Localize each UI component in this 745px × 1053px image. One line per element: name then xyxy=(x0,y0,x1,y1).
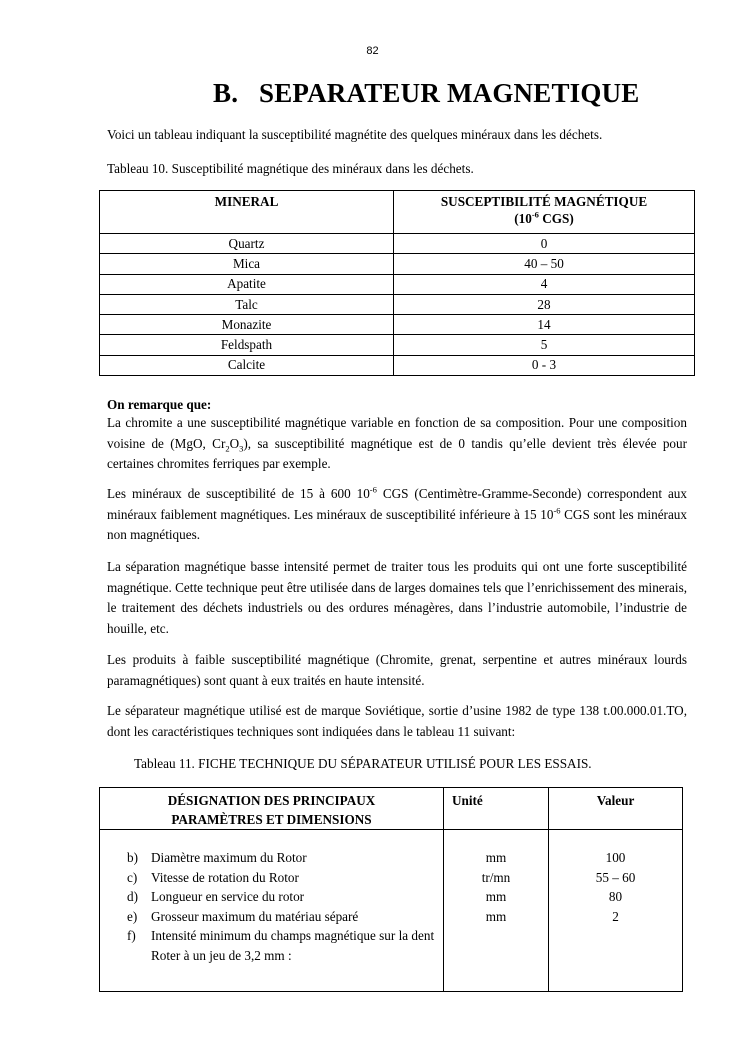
remark-subscript-1: 2 xyxy=(225,443,230,454)
list-item-text: Vitesse de rotation du Rotor xyxy=(151,869,299,885)
table-row xyxy=(100,274,695,294)
list-item-text: Intensité minimum du champs magnétique sur la dent xyxy=(151,928,435,943)
table-technical-sheet xyxy=(99,787,683,992)
list-item xyxy=(127,887,443,907)
header-susceptibility-line1: SUSCEPTIBILITÉ MAGNÉTIQUE xyxy=(440,194,648,209)
unit-value: mm xyxy=(485,889,507,904)
table-row xyxy=(100,294,695,314)
list-item-label: b) xyxy=(127,850,138,865)
table11-caption: Tableau 11. FICHE TECHNIQUE DU SÉPARATEUR UTILISÉ POUR LES ESSAIS. xyxy=(134,756,592,771)
designation-cell xyxy=(100,830,444,992)
remark-paragraph xyxy=(107,413,687,475)
table-row xyxy=(100,335,695,355)
mineral-cell: Quartz xyxy=(100,234,394,254)
parameter-list xyxy=(100,848,443,965)
remark-heading: On remarque que: xyxy=(107,397,212,412)
list-item-label: f) xyxy=(127,928,136,943)
list-item xyxy=(127,907,443,927)
mineral-cell: Mica xyxy=(100,254,394,274)
value-cell: 40 – 50 xyxy=(394,254,695,274)
param-value: 100 xyxy=(605,850,626,865)
header-susceptibility xyxy=(394,191,695,234)
remark-text-b: O xyxy=(229,435,240,451)
header-unit-open: (10 xyxy=(514,211,532,226)
unit-value: mm xyxy=(485,850,507,865)
section-title xyxy=(213,78,640,109)
value-cell: 0 xyxy=(394,234,695,254)
value-cell xyxy=(549,830,683,992)
header-designation-line1: DÉSIGNATION DES PRINCIPAUX xyxy=(167,793,376,808)
section-title-text: SEPARATEUR MAGNETIQUE xyxy=(259,78,640,108)
table-header-row xyxy=(100,788,683,830)
value-cell: 4 xyxy=(394,274,695,294)
remark-subscript-2: 3 xyxy=(239,443,244,454)
table-row xyxy=(100,315,695,335)
list-item-label: d) xyxy=(127,889,138,904)
header-designation-line2: PARAMÈTRES ET DIMENSIONS xyxy=(171,812,372,827)
mineral-cell: Monazite xyxy=(100,315,394,335)
value-cell: 5 xyxy=(394,335,695,355)
para2-text-b: CGS (Centimètre-Gramme-Seconde) correspondent aux minéraux faiblement magnétiques. Les minéraux de susceptibilité inférieure à 15 10 xyxy=(107,486,687,522)
list-item-label: e) xyxy=(127,908,138,924)
table-header-row xyxy=(100,191,695,234)
remark-text-a: La chromite a une susceptibilité magnétique variable en fonction de sa composition. Pour une composition voisine de (MgO, Cr xyxy=(107,415,687,451)
unit-value: tr/mn xyxy=(481,869,511,885)
table-row xyxy=(100,830,683,992)
list-item xyxy=(127,926,443,965)
header-designation xyxy=(100,788,444,830)
table-row xyxy=(100,234,695,254)
section-number: B. xyxy=(213,78,239,108)
unit-value: mm xyxy=(485,908,507,924)
page-number: 82 xyxy=(366,45,379,57)
list-item xyxy=(127,868,443,888)
paragraph-susceptibility-ranges xyxy=(107,484,687,546)
intro-paragraph: Voici un tableau indiquant la susceptibilité magnétite des quelques minéraux dans les déchets. xyxy=(107,127,603,142)
param-value: 55 – 60 xyxy=(595,869,636,885)
paragraph-high-intensity: Les produits à faible susceptibilité magnétique (Chromite, grenat, serpentine et autres minéraux lourds paramagnétiques) sont quant à eux traités en haute intensité. xyxy=(107,652,687,688)
list-item xyxy=(127,848,443,868)
param-value: 2 xyxy=(612,908,619,924)
header-unit-exponent: -6 xyxy=(531,209,539,220)
header-value: Valeur xyxy=(549,788,683,830)
paragraph-low-intensity: La séparation magnétique basse intensité permet de traiter tous les produits qui ont une forte susceptibilité magnétique. Cette technique peut être utilisée dans de larges domaines tels que l’enrichissement des minerais, le traitement des déchets industriels ou des ordures ménagères, dans l’industrie automobile, l’industrie de houille, etc. xyxy=(107,559,687,636)
list-item-continuation: Roter à un jeu de 3,2 mm : xyxy=(151,947,292,963)
paragraph-separator-model: Le séparateur magnétique utilisé est de marque Soviétique, sortie d’usine 1982 de type 138 t.00.000.01.TO, dont les caractéristiques techniques sont indiquées dans le tableau 11 suivant: xyxy=(107,703,687,739)
remark-text-c: ), sa susceptibilité magnétique est de 0 tandis qu’elle devient très élevée pour certaines chromites ferriques par exemple. xyxy=(107,435,687,471)
table-row xyxy=(100,254,695,274)
unit-cell xyxy=(444,830,549,992)
param-value: 80 xyxy=(608,889,623,904)
para2-text-c: CGS sont les minéraux non magnétiques. xyxy=(107,506,687,542)
list-item-text: Grosseur maximum du matériau séparé xyxy=(151,908,359,924)
value-cell: 14 xyxy=(394,315,695,335)
table-row xyxy=(100,355,695,375)
list-item-text: Diamètre maximum du Rotor xyxy=(151,850,307,865)
table10-caption: Tableau 10. Susceptibilité magnétique des minéraux dans les déchets. xyxy=(107,161,474,176)
mineral-cell: Feldspath xyxy=(100,335,394,355)
table-mineral-susceptibility xyxy=(99,190,695,376)
para2-exponent-1: -6 xyxy=(369,484,377,495)
para2-exponent-2: -6 xyxy=(553,505,561,516)
list-item-label: c) xyxy=(127,869,138,885)
value-cell: 28 xyxy=(394,294,695,314)
header-unit: Unité xyxy=(444,788,549,830)
value-cell: 0 - 3 xyxy=(394,355,695,375)
mineral-cell: Talc xyxy=(100,294,394,314)
mineral-cell: Apatite xyxy=(100,274,394,294)
para2-text-a: Les minéraux de susceptibilité de 15 à 600 10 xyxy=(107,486,370,501)
mineral-cell: Calcite xyxy=(100,355,394,375)
header-mineral: MINERAL xyxy=(100,191,394,234)
list-item-text: Longueur en service du rotor xyxy=(151,889,305,904)
header-unit-close: CGS) xyxy=(538,211,574,226)
